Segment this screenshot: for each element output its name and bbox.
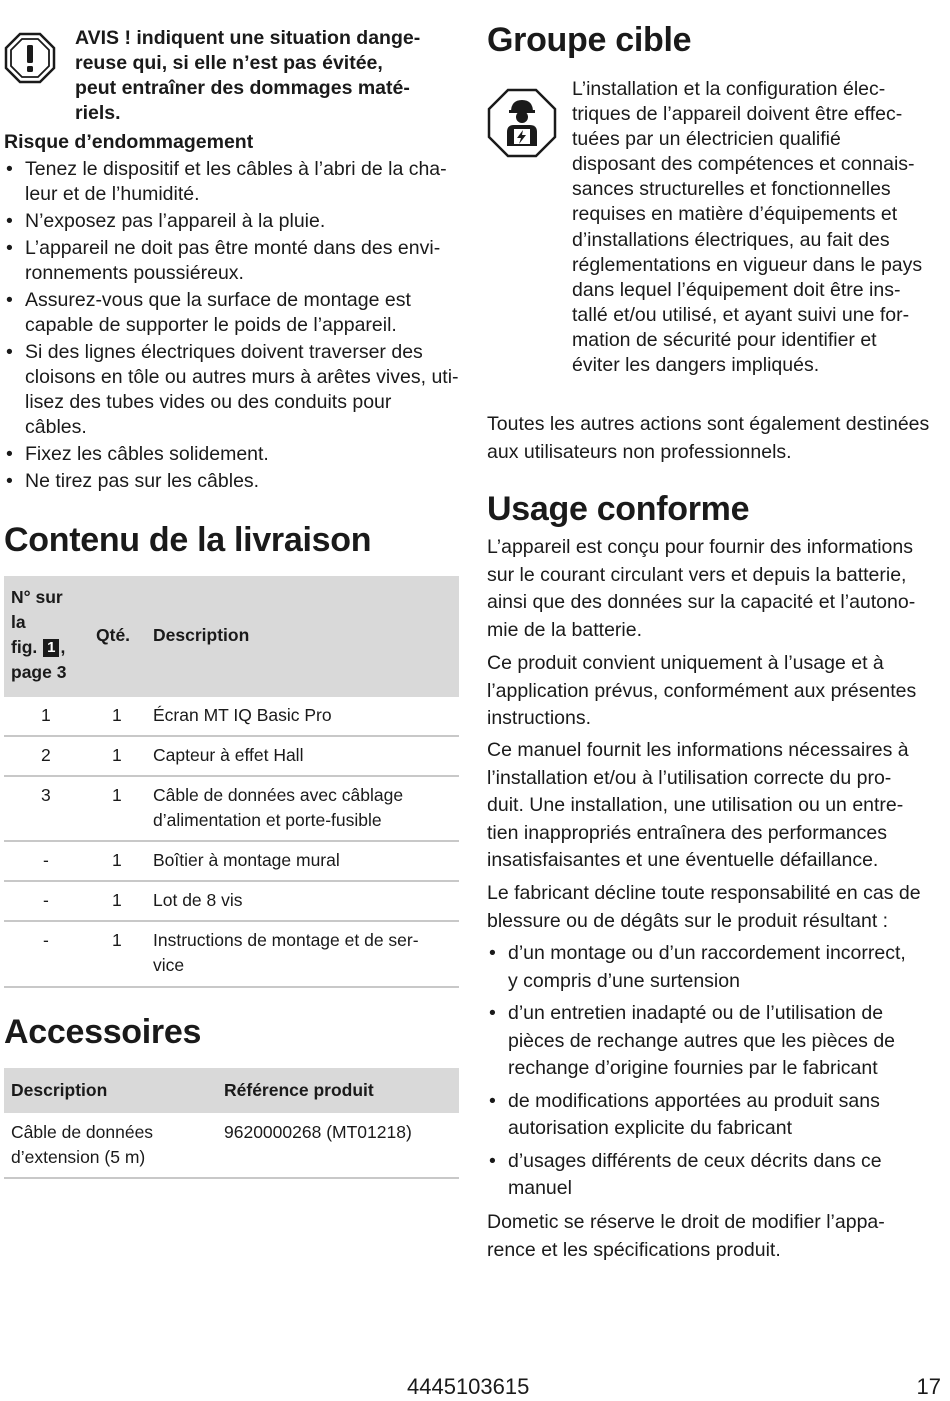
notice-title-line: riels. bbox=[75, 102, 121, 124]
notice-title bbox=[75, 26, 460, 126]
exclamation-octagon-icon bbox=[4, 32, 56, 84]
risk-list bbox=[4, 157, 462, 496]
table-row: - 1 Instructions de montage et de ser- vice bbox=[4, 922, 459, 988]
table-row: - 1 Lot de 8 vis bbox=[4, 882, 459, 922]
header-reference: Référence produit bbox=[224, 1080, 374, 1100]
target-other-paragraph: Toutes les autres actions sont également destinées aux utilisateurs non professionnels. bbox=[487, 413, 930, 463]
usage-paragraph: Dometic se réserve le droit de modifier l’appa- rence et les spécifications produit. bbox=[487, 1211, 885, 1261]
notice-title-line: AVIS ! indiquent une situation dange- bbox=[75, 27, 421, 49]
list-item: • d’un entretien inadapté ou de l’utilisation de pièces de rechange autres que les pièces de rechange d’origine fournies par le fabricant bbox=[489, 1002, 896, 1079]
delivery-heading: Contenu de la livraison bbox=[4, 521, 372, 559]
bullet: • bbox=[6, 341, 13, 363]
bullet: • bbox=[6, 443, 13, 465]
bullet: • bbox=[6, 237, 13, 259]
page-number: 17 bbox=[916, 1374, 941, 1399]
usage-paragraph: Ce manuel fournit les informations nécessaires à l’installation et/ou à l’utilisation correcte du pro- duit. Une installation, une utilisation ou un entre- tien inappropriés entraînera des performances insatisfaisantes et une éventuelle défaillance. bbox=[487, 739, 909, 871]
bullet: • bbox=[489, 1002, 496, 1024]
list-item: • N’exposez pas l’appareil à la pluie. bbox=[6, 210, 326, 232]
usage-heading: Usage conforme bbox=[487, 490, 750, 528]
usage-paragraph: Ce produit convient uniquement à l’usage et à l’application prévus, conformément aux présentes instructions. bbox=[487, 652, 917, 729]
list-item: • Tenez le dispositif et les câbles à l’abri de la cha- leur et de l’humidité. bbox=[6, 158, 447, 205]
list-item: • d’un montage ou d’un raccordement incorrect, y compris d’une surtension bbox=[489, 942, 906, 992]
accessories-table bbox=[4, 1068, 459, 1179]
bullet: • bbox=[6, 289, 13, 311]
table-row: 2 1 Capteur à effet Hall bbox=[4, 737, 459, 777]
figure-number-badge: 1 bbox=[43, 639, 59, 657]
document-number: 4445103615 bbox=[407, 1374, 530, 1399]
bullet: • bbox=[489, 1149, 496, 1172]
list-item: • Fixez les câbles solidement. bbox=[6, 443, 269, 465]
header-description: Description bbox=[153, 625, 250, 645]
list-item: • L’appareil ne doit pas être monté dans des envi- ronnements poussiéreux. bbox=[6, 237, 441, 284]
header-fig-number: N° sur la fig. 1 , page 3 bbox=[11, 587, 67, 682]
header-description: Description bbox=[11, 1080, 108, 1100]
bullet: • bbox=[6, 158, 13, 180]
bullet: • bbox=[6, 210, 13, 232]
table-row: - 1 Boîtier à montage mural bbox=[4, 842, 459, 882]
header-qty: Qté. bbox=[96, 625, 131, 645]
notice-title-line: peut entraîner des dommages maté- bbox=[75, 77, 410, 99]
target-heading: Groupe cible bbox=[487, 21, 692, 59]
usage-paragraph: Le fabricant décline toute responsabilité en cas de blessure ou de dégâts sur le produit résultant : bbox=[487, 882, 921, 932]
bullet: • bbox=[489, 942, 496, 964]
table-row: Câble de données d’extension (5 m) 9620000268 (MT01218) bbox=[4, 1113, 459, 1179]
electrician-icon bbox=[487, 88, 557, 158]
table-header bbox=[4, 1068, 459, 1113]
liability-list bbox=[487, 940, 942, 1208]
table-row: 1 1 Écran MT IQ Basic Pro bbox=[4, 697, 459, 737]
table-header bbox=[4, 576, 459, 697]
accessories-heading: Accessoires bbox=[4, 1013, 202, 1051]
risk-heading: Risque d’endommagement bbox=[4, 131, 254, 153]
bullet: • bbox=[6, 470, 13, 492]
target-text: L’installation et la configuration élec- triques de l’appareil doivent être effec- tuées par un électricien qualifié disposant des compétences et connais- sances structurelles et fonctionnelles requises en matière d’équipements et d’installations électriques, au fait des réglementations en vigueur dans le pays dans lequel l’équipement doit être ins- tallé et/ou utilisé, et ayant suivi une for- mation de sécurité pour identifier et éviter les dangers impliqués. bbox=[572, 78, 923, 377]
table-row: 3 1 Câble de données avec câblage d’alimentation et porte-fusible bbox=[4, 777, 459, 842]
list-item: • Assurez-vous que la surface de montage est capable de supporter le poids de l’appareil. bbox=[6, 289, 411, 336]
delivery-table bbox=[4, 576, 459, 988]
list-item: • Ne tirez pas sur les câbles. bbox=[6, 470, 260, 492]
notice-title-line: reuse qui, si elle n’est pas évitée, bbox=[75, 52, 383, 74]
usage-paragraph: L’appareil est conçu pour fournir des informations sur le courant circulant vers et depuis la batterie, ainsi que des données sur la capacité et l’autono- mie de la batterie. bbox=[487, 536, 916, 641]
list-item: • de modifications apportées au produit sans autorisation explicite du fabricant bbox=[489, 1089, 880, 1139]
bullet: • bbox=[489, 1089, 496, 1112]
list-item: • d’usages différents de ceux décrits dans ce manuel bbox=[489, 1149, 882, 1199]
list-item: • Si des lignes électriques doivent traverser des cloisons en tôle ou autres murs à arêtes vives, uti- lisez des tubes vides ou des conduits pour câbles. bbox=[6, 341, 459, 438]
